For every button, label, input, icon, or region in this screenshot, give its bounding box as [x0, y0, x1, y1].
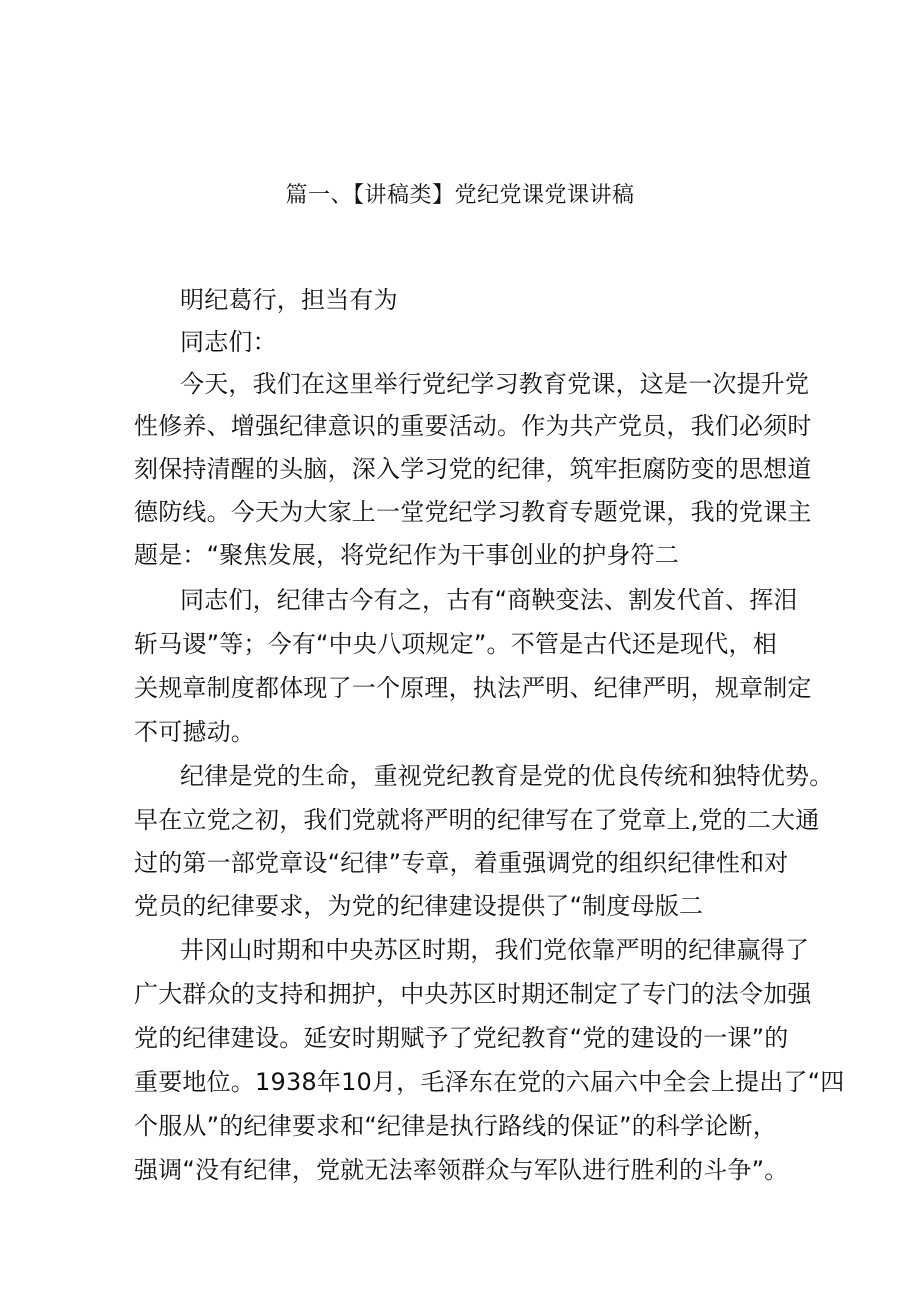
paragraph-3-line-4: 党员的纪律要求，为党的纪律建设提供了“制度母版二	[134, 892, 704, 920]
paragraph-3-line-2: 早在立党之初，我们党就将严明的纪律写在了党章上,党的二大通	[134, 806, 820, 834]
paragraph-2-line-2: 斩马谡”等；今有“中央八项规定”。不管是古代还是现代，相	[134, 630, 777, 658]
paragraph-1-line-3: 刻保持清醒的头脑，深入学习党的纪律，筑牢拒腐防变的思想道	[134, 455, 812, 483]
paragraph-2-line-1: 同志们，纪律古今有之，古有“商鞅变法、割发代首、挥泪	[180, 586, 798, 614]
paragraph-2-line-4: 不可撼动。	[134, 718, 255, 746]
paragraph-2-line-3: 关规章制度都体现了一个原理，执法严明、纪律严明，规章制定	[134, 674, 812, 702]
paragraph-3-line-3: 过的第一部党章设“纪律”专章，着重强调党的组织纪律性和对	[134, 849, 789, 877]
paragraph-4-line-5: 个服从”的纪律要求和“纪律是执行路线的保证”的科学论断，	[134, 1112, 777, 1140]
salutation: 同志们：	[180, 328, 277, 356]
paragraph-1-line-5: 题是：“聚焦发展，将党纪作为干事创业的护身符二	[134, 541, 680, 569]
paragraph-3-line-1: 纪律是党的生命，重视党纪教育是党的优良传统和独特优势。	[180, 762, 834, 790]
paragraph-4-line-2: 广大群众的支持和拥护，中央苏区时期还制定了专门的法令加强	[134, 980, 812, 1008]
paragraph-1-line-4: 德防线。今天为大家上一堂党纪学习教育专题党课，我的党课主	[134, 498, 812, 526]
paragraph-1-line-1: 今天，我们在这里举行党纪学习教育党课，这是一次提升党	[180, 370, 810, 398]
paragraph-4-line-3: 党的纪律建设。延安时期赋予了党纪教育“党的建设的一课”的	[134, 1024, 789, 1052]
subtitle: 明纪葛行，担当有为	[180, 286, 398, 314]
paragraph-4-line-4: 重要地位。1938年10月，毛泽东在党的六届六中全会上提出了“四	[134, 1068, 845, 1096]
paragraph-1-line-2: 性修养、增强纪律意识的重要活动。作为共产党员，我们必须时	[134, 412, 812, 440]
page-title: 篇一、【讲稿类】党纪党课党课讲稿	[285, 183, 635, 208]
paragraph-4-line-6: 强调“没有纪律，党就无法率领群众与军队进行胜利的斗争”。	[134, 1156, 789, 1184]
paragraph-4-line-1: 井冈山时期和中央苏区时期，我们党依靠严明的纪律赢得了	[180, 936, 810, 964]
